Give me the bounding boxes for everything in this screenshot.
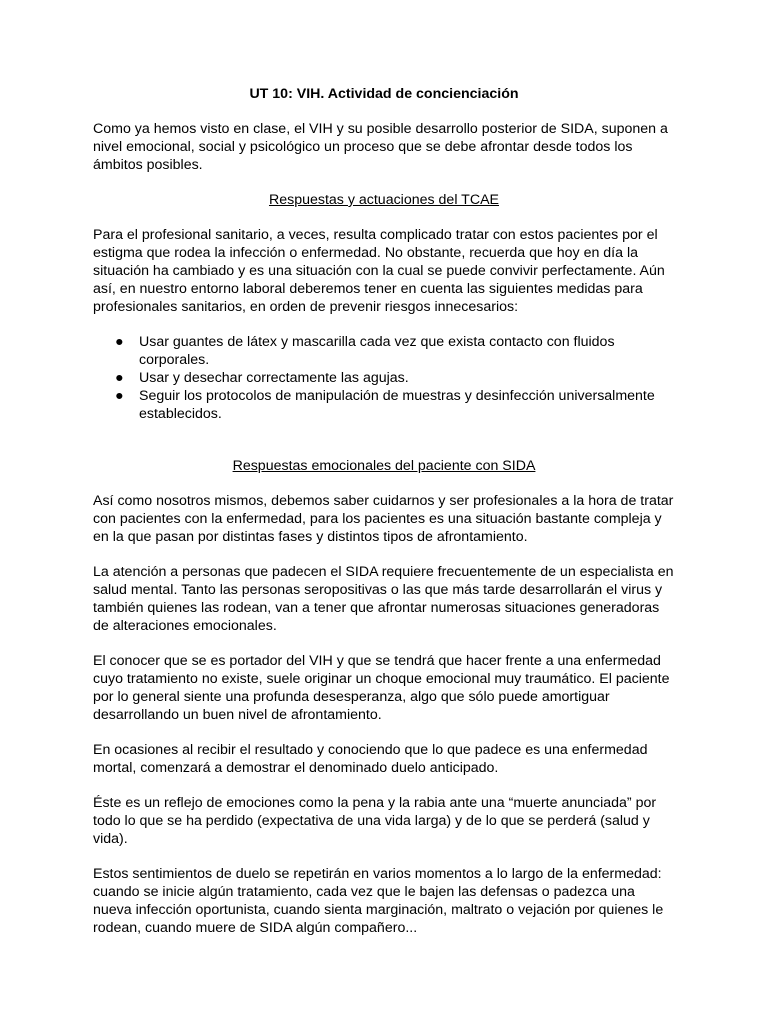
emotional-paragraph: Así como nosotros mismos, debemos saber cuidarnos y ser profesionales a la hora de tratar con pacientes con la enfermedad, para los pacientes es una situación bastante compleja y en la que pasan por distintas fases y distintos tipos de afrontamiento. — [93, 493, 674, 545]
emotional-paragraph: En ocasiones al recibir el resultado y conociendo que lo que padece es una enfermedad mortal, comenzará a demostrar el denominado duelo anticipado. — [93, 742, 648, 776]
list-item — [115, 369, 675, 387]
list-item — [115, 333, 675, 369]
emotional-paragraph: Éste es un reflejo de emociones como la pena y la rabia ante una “muerte anunciada” por todo lo que se ha perdido (expectativa de una vida larga) y de lo que se perderá (salud y vida). — [93, 795, 657, 847]
list-item-text: Usar guantes de látex y mascarilla cada vez que exista contacto con fluidos corporales. — [139, 334, 615, 368]
measures-list — [93, 333, 675, 423]
list-item-text: Seguir los protocolos de manipulación de muestras y desinfección universalmente establecidos. — [139, 388, 655, 422]
list-item-text: Usar y desechar correctamente las agujas. — [139, 370, 409, 386]
section-heading-emotional: Respuestas emocionales del paciente con SIDA — [232, 458, 536, 474]
bullet-icon: ● — [115, 334, 124, 350]
emotional-paragraph: La atención a personas que padecen el SIDA requiere frecuentemente de un especialista en salud mental. Tanto las personas seropositivas o las que más tarde desarrollarán el virus y también quienes las rodean, van a tener que afrontar numerosas situaciones generadoras de alteraciones emocionales. — [93, 564, 674, 634]
emotional-paragraph: Estos sentimientos de duelo se repetirán en varios momentos a lo largo de la enfermedad: cuando se inicie algún tratamiento, cada vez que le bajen las defensas o padezca una nueva infección oportunista, cuando sienta marginación, maltrato o vejación por quienes le rodean, cuando muere de SIDA algún compañero... — [93, 866, 664, 936]
section-heading-tcae: Respuestas y actuaciones del TCAE — [268, 192, 499, 208]
bullet-icon: ● — [115, 388, 124, 404]
bullet-icon: ● — [115, 370, 124, 386]
document-title: UT 10: VIH. Actividad de concienciación — [249, 86, 519, 102]
intro-paragraph: Como ya hemos visto en clase, el VIH y su posible desarrollo posterior de SIDA, suponen a nivel emocional, social y psicológico un proceso que se debe afrontar desde todos los ámbitos posibles. — [93, 121, 668, 173]
spacer — [93, 440, 675, 457]
list-item — [115, 387, 675, 423]
tcae-paragraph: Para el profesional sanitario, a veces, resulta complicado tratar con estos pacientes por el estigma que rodea la infección o enfermedad. No obstante, recuerda que hoy en día la situación ha cambiado y es una situación con la cual se puede convivir perfectamente. Aún así, en nuestro entorno laboral deberemos tener en cuenta las siguientes medidas para profesionales sanitarios, en orden de prevenir riesgos innecesarios: — [93, 227, 665, 315]
emotional-paragraph: El conocer que se es portador del VIH y que se tendrá que hacer frente a una enfermedad cuyo tratamiento no existe, suele originar un choque emocional muy traumático. El paciente por lo general siente una profunda desesperanza, algo que sólo puede amortiguar desarrollando un buen nivel de afrontamiento. — [93, 653, 670, 723]
